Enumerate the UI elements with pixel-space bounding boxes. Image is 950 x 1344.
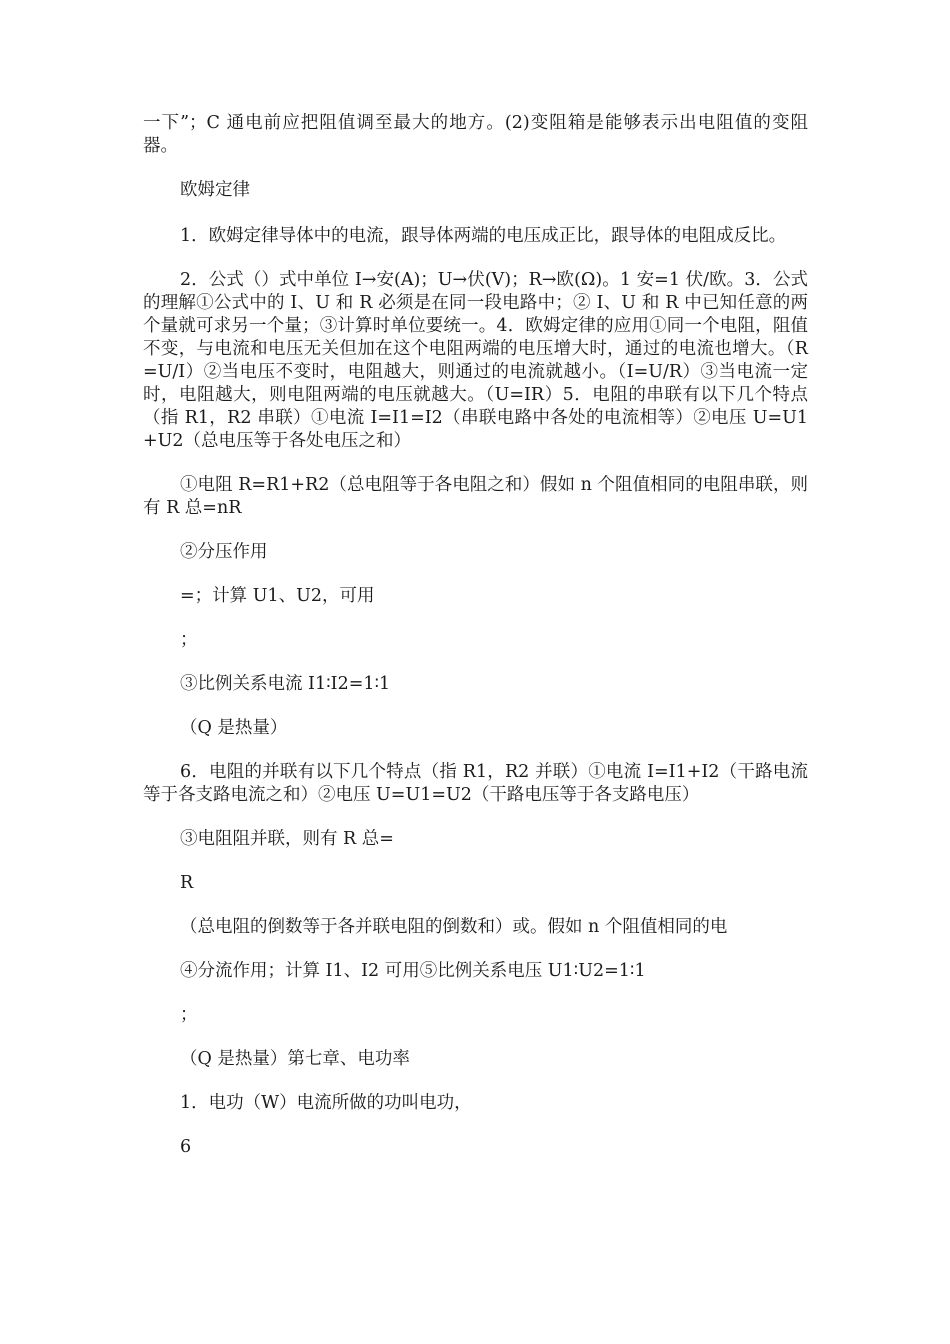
paragraph-r-symbol: R <box>180 873 194 893</box>
paragraph-electric-work: 1．电功（W）电流所做的功叫电功， <box>180 1093 472 1113</box>
paragraph-parallel-features: 6．电阻的并联有以下几个特点（指 R1，R2 并联）①电流 I=I1+I2（干路电流等于各支路电流之和）②电压 U=U1=U2（干路电压等于各支路电压） <box>143 762 808 805</box>
paragraph-current-division: ④分流作用；计算 I1、I2 可用⑤比例关系电压 U1∶U2=1∶1 <box>180 961 646 981</box>
paragraph-semicolon-1: ； <box>180 630 198 650</box>
paragraph-semicolon-2: ； <box>180 1005 198 1025</box>
paragraph-voltage-division: ②分压作用 <box>180 542 268 562</box>
paragraph-ohms-law-definition: 1．欧姆定律导体中的电流，跟导体两端的电压成正比，跟导体的电阻成反比。 <box>180 226 787 246</box>
paragraph-chapter-seven: （Q 是热量）第七章、电功率 <box>180 1049 410 1069</box>
paragraph-series-resistance: ①电阻 R=R1+R2（总电阻等于各电阻之和）假如 n 个阻值相同的电阻串联，则有 R 总=nR <box>143 475 808 518</box>
paragraph-rheostat-continued: 一下”；C 通电前应把阻值调至最大的地方。(2)变阻箱是能够表示出电阻值的变阻器。 <box>143 113 808 156</box>
paragraph-formula-and-series: 2．公式（）式中单位 I→安(A)；U→伏(V)；R→欧(Ω)。1 安=1 伏/欧。3．公式的理解①公式中的 I、U 和 R 必须是在同一段电路中；② I、U 和 R 中已知任意的两个量就可求另一个量；③计算时单位要统一。4．欧姆定律的应用①同一个电阻，阻值不变，与电流和电压无关但加在这个电阻两端的电压增大时，通过的电流也增大。（R=U/I）②当电压不变时，电阻越大，则通过的电流就越小。（I=U/R）③当电流一定时，电阻越大，则电阻两端的电压就越大。（U=IR）5．电阻的串联有以下几个特点（指 R1，R2 串联）①电流 I=I1=I2（串联电路中各处的电流相等）②电压 U=U1+U2（总电压等于各处电压之和） <box>143 270 808 451</box>
paragraph-current-ratio: ③比例关系电流 I1∶I2=1∶1 <box>180 674 391 694</box>
paragraph-calc-u1-u2: =；计算 U1、U2，可用 <box>180 586 375 606</box>
paragraph-reciprocal-sum: （总电阻的倒数等于各并联电阻的倒数和）或。假如 n 个阻值相同的电 <box>180 917 728 937</box>
section-heading-ohms-law: 欧姆定律 <box>180 180 250 200</box>
document-page <box>143 112 808 1159</box>
paragraph-q-heat-1: （Q 是热量） <box>180 718 288 738</box>
page-number: 6 <box>180 1137 192 1157</box>
paragraph-parallel-resistance: ③电阻阻并联，则有 R 总= <box>180 829 394 849</box>
